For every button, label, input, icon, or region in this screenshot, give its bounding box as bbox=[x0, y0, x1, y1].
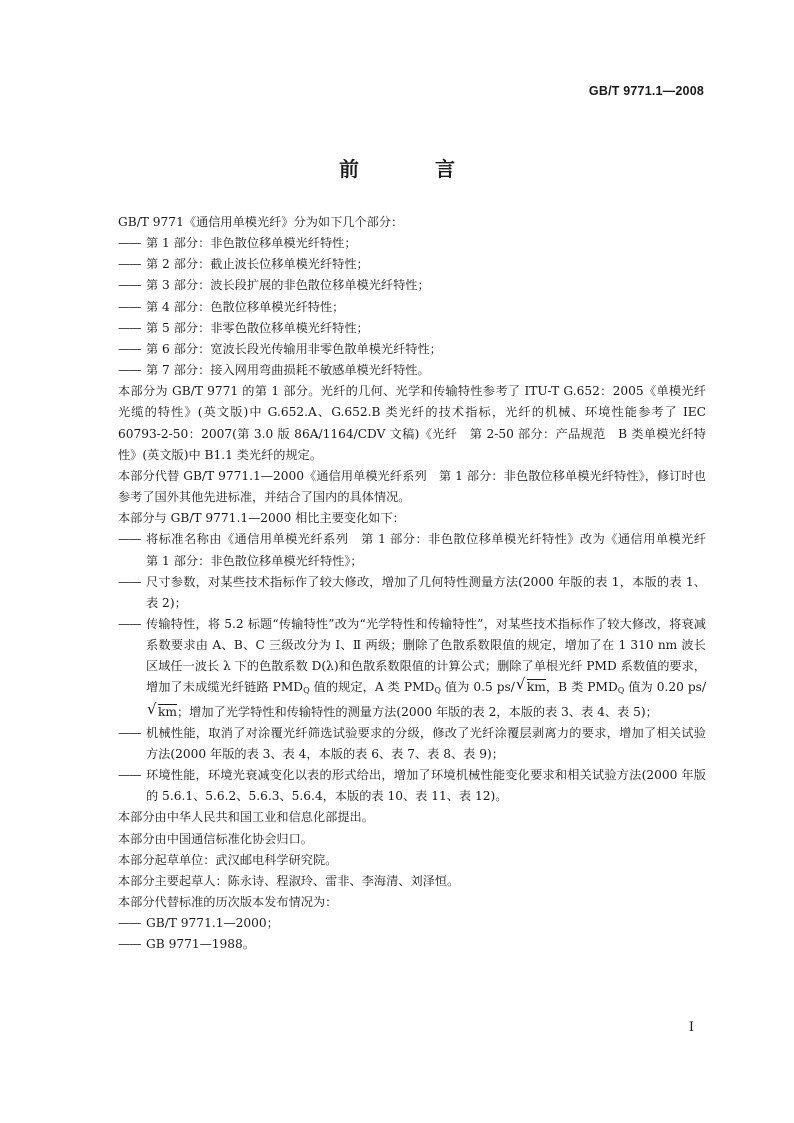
change-text: 尺寸参数，对某些技术指标作了较大修改，增加了几何特性测量方法(2000 年版的表 1，本版的表 1、表 2)； bbox=[146, 574, 706, 610]
drafters: 本部分主要起草人：陈永诗、程淑玲、雷非、李海清、刘泽恒。 bbox=[118, 873, 460, 888]
standard-code: GB/T 9771.1—2008 bbox=[588, 84, 704, 98]
foreword-body bbox=[118, 212, 719, 955]
dash-mark: —— bbox=[118, 768, 141, 783]
part-item bbox=[118, 275, 706, 296]
history-text: GB/T 9771.1—2000； bbox=[146, 916, 279, 931]
change-item-environment bbox=[118, 765, 706, 807]
part-text: 第 7 部分：接入网用弯曲损耗不敏感单模光纤特性。 bbox=[146, 363, 430, 378]
replacement-paragraph: 本部分代替 GB/T 9771.1—2000《通信用单模光纤系列 第 1 部分：非色散位移单模光纤特性》，修订时也参考了国外其他先进标准，并结合了国内的具体情况。 bbox=[118, 468, 706, 505]
history-intro: 本部分代替标准的历次版本发布情况为： bbox=[118, 895, 338, 909]
history-item bbox=[118, 934, 706, 955]
change-text: 将标准名称由《通信用单模光纤系列 第 1 部分：非色散位移单模光纤特性》改为《通信用单模光纤 第 1 部分：非色散位移单模光纤特性》； bbox=[146, 532, 719, 568]
dash-mark: —— bbox=[118, 278, 141, 293]
sqrt-radicand: km bbox=[158, 704, 177, 719]
subscript-q: Q bbox=[434, 686, 441, 696]
subscript-q: Q bbox=[617, 686, 625, 696]
part-text: 第 4 部分：色散位移单模光纤特性； bbox=[146, 299, 345, 314]
change-item-dimensions bbox=[118, 572, 706, 614]
dash-mark: —— bbox=[118, 532, 141, 547]
dash-mark: —— bbox=[118, 236, 141, 251]
change-text: 机械性能，取消了对涂覆光纤筛选试验要求的分级，修改了光纤涂覆层剥离力的要求，增加了相关试验方法(2000 年版的表 3、表 4，本版的表 6、表 7、表 8、表 9)； bbox=[146, 725, 706, 761]
history-item bbox=[118, 913, 706, 934]
intro-paragraph: GB/T 9771《通信用单模光纤》分为如下几个部分： bbox=[118, 215, 404, 229]
change-text: 环境性能，环境光衰减变化以表的形式给出，增加了环境机械性能变化要求和相关试验方法(2000 年版的 5.6.1、5.6.2、5.6.3、5.6.4，本版的表 10、表 11、表 12)。 bbox=[146, 768, 706, 804]
change-text: 值的规定，A 类 PMD bbox=[309, 680, 435, 695]
part-text: 第 6 部分：宽波长段光传输用非零色散单模光纤特性； bbox=[146, 341, 442, 356]
part-item bbox=[118, 360, 706, 381]
dash-mark: —— bbox=[118, 937, 141, 952]
dash-mark: —— bbox=[118, 341, 141, 356]
part-text: 第 1 部分：非色散位移单模光纤特性； bbox=[146, 236, 357, 251]
dash-mark: —— bbox=[118, 916, 141, 931]
dash-mark: —— bbox=[118, 616, 141, 631]
part-item bbox=[118, 254, 706, 275]
history-text: GB 9771—1988。 bbox=[146, 937, 255, 952]
sqrt-radicand: km bbox=[526, 680, 546, 695]
change-text: 值为 0.5 ps/ bbox=[440, 680, 515, 695]
page-title: 前 言 bbox=[339, 157, 483, 181]
radical-sign-icon: √ bbox=[147, 699, 157, 718]
part-item bbox=[118, 318, 706, 339]
sqrt-km bbox=[516, 677, 546, 698]
change-item-mechanical bbox=[118, 723, 706, 765]
change-text: 值为 0.20 ps/ bbox=[624, 680, 707, 695]
part-text: 第 5 部分：非零色散位移单模光纤特性； bbox=[146, 320, 369, 335]
page-number: I bbox=[688, 1020, 694, 1035]
reference-paragraph: 本部分为 GB/T 9771 的第 1 部分。光纤的几何、光学和传输特性参考了 ITU-T G.652：2005《单模光纤光缆的特性》(英文版)中 G.652.A、G.652.B 类光纤的技术指标，光纤的机械、环境性能参考了 IEC 60793-2-50：2007(第 3.0 版 86A/1164/CDV 文稿)《光纤 第 2-50 部分：产品规范 B 类单模光纤特性》(英文版)中 B1.1 类光纤的规定。 bbox=[118, 384, 706, 462]
part-text: 第 3 部分：波长段扩展的非色散位移单模光纤特性； bbox=[146, 278, 430, 293]
change-text: ，B 类 PMD bbox=[545, 680, 618, 695]
sqrt-km bbox=[147, 699, 177, 723]
proposed-by: 本部分由中华人民共和国工业和信息化部提出。 bbox=[118, 810, 374, 825]
changes-intro: 本部分与 GB/T 9771.1—2000 相比主要变化如下： bbox=[118, 511, 405, 526]
change-item-transmission bbox=[118, 614, 706, 723]
subscript-q: Q bbox=[303, 686, 310, 696]
change-text: ；增加了光学特性和传输特性的测量方法(2000 年版的表 2，本版的表 3、表 4、表 5)； bbox=[176, 704, 658, 719]
dash-mark: —— bbox=[118, 363, 141, 378]
dash-mark: —— bbox=[118, 574, 141, 589]
change-text: 传输特性，将 5.2 标题“传输特性”改为“光学特性和传输特性”，对某些技术指标作了较大修改，将衰减系数要求由 A、B、C 三级改分为 Ⅰ、Ⅱ 两级；删除了色散系数限值的规定，增加了在 1 310 nm 波长区域任一波长 λ 下的色散系数 D(λ)和色散系数限值的计算公式；删除了单根光纤 PMD 系数值的要求，增加了未成缆光纤链路 PMD bbox=[146, 616, 706, 695]
part-item bbox=[118, 233, 706, 254]
managed-by: 本部分由中国通信标准化协会归口。 bbox=[118, 831, 313, 846]
part-text: 第 2 部分：截止波长位移单模光纤特性； bbox=[146, 257, 369, 272]
radical-sign-icon: √ bbox=[515, 675, 526, 694]
dash-mark: —— bbox=[118, 257, 141, 272]
part-item bbox=[118, 339, 706, 360]
dash-mark: —— bbox=[118, 299, 141, 314]
part-item bbox=[118, 297, 706, 318]
dash-mark: —— bbox=[118, 320, 141, 335]
dash-mark: —— bbox=[118, 725, 141, 740]
change-item-title bbox=[118, 529, 719, 571]
drafting-unit: 本部分起草单位：武汉邮电科学研究院。 bbox=[118, 852, 338, 867]
